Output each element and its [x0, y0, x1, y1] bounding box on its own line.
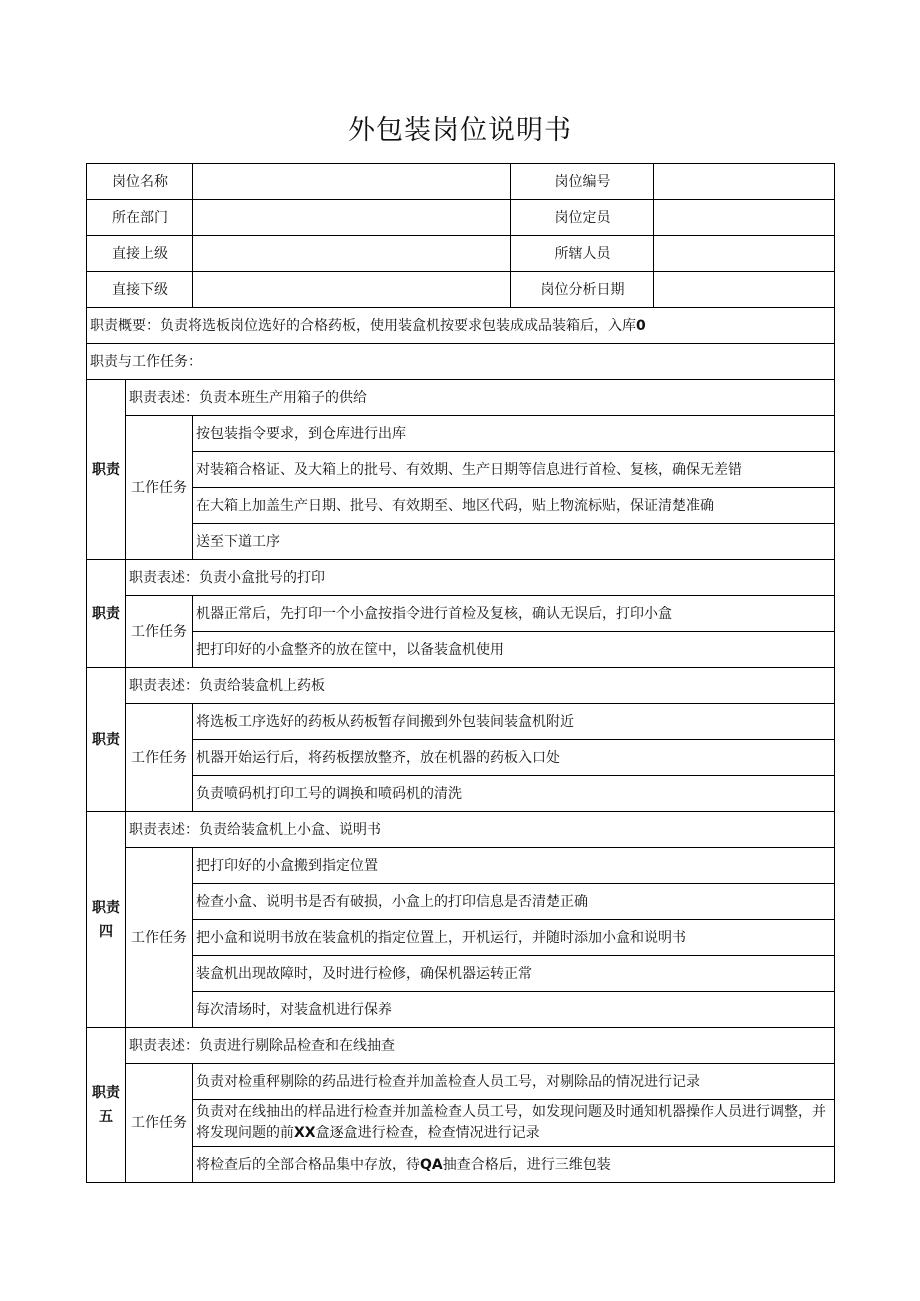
task-row [87, 884, 835, 920]
task-item: 对装箱合格证、及大箱上的批号、有效期、生产日期等信息进行首检、复核，确保无差错 [193, 452, 835, 488]
task-item: 装盒机出现故障时，及时进行检修，确保机器运转正常 [193, 956, 835, 992]
task-row [87, 452, 835, 488]
duty-statement: 职责表述：负责给装盒机上小盒、说明书 [126, 812, 835, 848]
task-item: 把小盒和说明书放在装盒机的指定位置上，开机运行，并随时添加小盒和说明书 [193, 920, 835, 956]
task-item: 把打印好的小盒搬到指定位置 [193, 848, 835, 884]
duty-statement-row [87, 560, 835, 596]
task-item: 送至下道工序 [193, 524, 835, 560]
task-row [87, 776, 835, 812]
duty-statement-row [87, 1028, 835, 1064]
value-superior[interactable] [193, 236, 511, 272]
task-text-bold: QA [420, 1156, 443, 1173]
duty-statement: 职责表述：负责本班生产用箱子的供给 [126, 380, 835, 416]
task-item: 负责对检重秤剔除的药品进行检查并加盖检查人员工号，对剔除品的情况进行记录 [193, 1064, 835, 1100]
label-superior: 直接上级 [87, 236, 193, 272]
task-row [87, 596, 835, 632]
work-task-label: 工作任务 [126, 416, 193, 560]
value-headcount[interactable] [654, 200, 835, 236]
job-description-table [86, 163, 835, 1183]
value-subordinates-count[interactable] [654, 236, 835, 272]
task-text: 抽查合格后，进行三维包装 [442, 1156, 611, 1173]
value-position-code[interactable] [654, 164, 835, 200]
task-row [87, 524, 835, 560]
task-row [87, 920, 835, 956]
task-text: 盒逐盒进行检查，检查情况进行记录 [315, 1125, 540, 1141]
task-text: 负责对在线抽出的样品进行检查并加盖检查人员工号，如发现问题及时通知机器操作人员进行调整，并将发现问题的前 [196, 1104, 826, 1141]
duty-statement: 职责表述：负责进行剔除品检查和在线抽查 [126, 1028, 835, 1064]
job-summary [87, 308, 835, 344]
task-item [193, 1100, 835, 1147]
task-item: 负责喷码机打印工号的调换和喷码机的清洗 [193, 776, 835, 812]
duty-label: 职责 [87, 380, 126, 560]
duty-label: 职责 [87, 668, 126, 812]
summary-row [87, 308, 835, 344]
duty-statement: 职责表述：负责给装盒机上药板 [126, 668, 835, 704]
job-summary-text: 职责概要：负责将选板岗位选好的合格药板，使用装盒机按要求包装成成品装箱后，入库 [90, 317, 636, 334]
task-row [87, 848, 835, 884]
label-position-name: 岗位名称 [87, 164, 193, 200]
task-item: 把打印好的小盒整齐的放在筐中，以备装盒机使用 [193, 632, 835, 668]
page-title: 外包装岗位说明书 [348, 115, 572, 146]
duty-label: 职责五 [87, 1028, 126, 1183]
task-row [87, 1100, 835, 1147]
value-position-name[interactable] [193, 164, 511, 200]
task-item: 检查小盒、说明书是否有破损，小盒上的打印信息是否清楚正确 [193, 884, 835, 920]
info-row [87, 200, 835, 236]
duties-header: 职责与工作任务： [87, 344, 835, 380]
label-position-code: 岗位编号 [511, 164, 654, 200]
task-row [87, 1064, 835, 1100]
duties-header-row [87, 344, 835, 380]
duty-statement-row [87, 668, 835, 704]
duty-statement-row [87, 380, 835, 416]
work-task-label: 工作任务 [126, 704, 193, 812]
value-department[interactable] [193, 200, 511, 236]
info-row [87, 236, 835, 272]
task-item: 机器正常后，先打印一个小盒按指令进行首检及复核，确认无误后，打印小盒 [193, 596, 835, 632]
label-headcount: 岗位定员 [511, 200, 654, 236]
task-text: 将检查后的全部合格品集中存放，待 [196, 1156, 420, 1173]
task-row [87, 1147, 835, 1183]
task-row [87, 740, 835, 776]
duty-statement: 职责表述：负责小盒批号的打印 [126, 560, 835, 596]
value-subordinate[interactable] [193, 272, 511, 308]
work-task-label: 工作任务 [126, 848, 193, 1028]
duty-label: 职责四 [87, 812, 126, 1028]
value-analysis-date[interactable] [654, 272, 835, 308]
work-task-label: 工作任务 [126, 1064, 193, 1183]
task-row [87, 992, 835, 1028]
label-analysis-date: 岗位分析日期 [511, 272, 654, 308]
duty-label: 职责 [87, 560, 126, 668]
duty-statement-row [87, 812, 835, 848]
task-item: 每次清场时，对装盒机进行保养 [193, 992, 835, 1028]
task-item: 在大箱上加盖生产日期、批号、有效期至、地区代码，贴上物流标贴，保证清楚准确 [193, 488, 835, 524]
task-row [87, 488, 835, 524]
label-subordinates-count: 所辖人员 [511, 236, 654, 272]
info-row [87, 164, 835, 200]
task-item: 按包装指令要求，到仓库进行出库 [193, 416, 835, 452]
task-row [87, 704, 835, 740]
task-item: 机器开始运行后，将药板摆放整齐，放在机器的药板入口处 [193, 740, 835, 776]
task-item: 将选板工序选好的药板从药板暂存间搬到外包装间装盒机附近 [193, 704, 835, 740]
label-department: 所在部门 [87, 200, 193, 236]
task-text-bold: XX [294, 1125, 316, 1141]
task-row [87, 956, 835, 992]
task-row [87, 632, 835, 668]
job-summary-suffix: 0 [636, 317, 646, 334]
label-subordinate: 直接下级 [87, 272, 193, 308]
task-row [87, 416, 835, 452]
task-item [193, 1147, 835, 1183]
info-row [87, 272, 835, 308]
work-task-label: 工作任务 [126, 596, 193, 668]
